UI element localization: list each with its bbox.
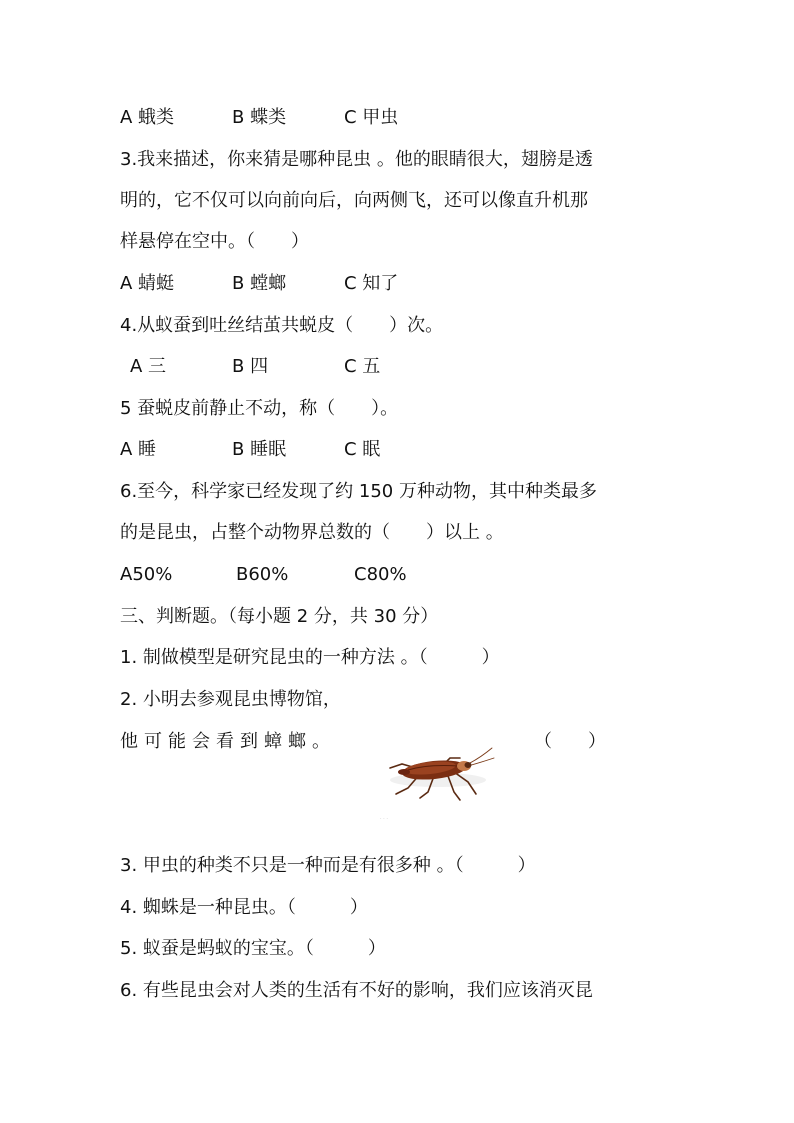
- q6-option-a: A50%: [120, 564, 173, 585]
- q3-line-2: 明的，它不仅可以向前向后，向两侧飞，还可以像直升机那: [120, 190, 588, 211]
- q3-option-c: C 知了: [344, 273, 399, 294]
- q2-option-a: A 蛾类: [120, 107, 175, 128]
- q5-option-b: B 睡眠: [232, 439, 287, 460]
- judge-item-3: 3. 甲虫的种类不只是一种而是有很多种 。（ ）: [120, 855, 536, 876]
- q6-option-c: C80%: [354, 564, 407, 585]
- cockroach-photo: [368, 728, 512, 826]
- q3-line-3: 样悬停在空中。（ ）: [120, 231, 309, 252]
- q5-text: 5 蚕蜕皮前静止不动，称（ ）。: [120, 398, 399, 419]
- q2-option-b: B 蝶类: [232, 107, 287, 128]
- q5-option-c: C 眠: [344, 439, 381, 460]
- judge-item-2-line-1: 2. 小明去参观昆虫博物馆，: [120, 689, 341, 710]
- q6-line-2: 的是昆虫，占整个动物界总数的（ ）以上 。: [120, 522, 504, 543]
- q5-option-a: A 睡: [120, 439, 157, 460]
- judge-item-2-blank: （ ）: [534, 731, 606, 752]
- section-3-heading: 三、判断题。（每小题 2 分，共 30 分）: [120, 606, 439, 627]
- judge-item-6: 6. 有些昆虫会对人类的生活有不好的影响，我们应该消灭昆: [120, 980, 593, 1001]
- q2-option-c: C 甲虫: [344, 107, 399, 128]
- q3-line-1: 3.我来描述，你来猜是哪种昆虫 。他的眼睛很大，翅膀是透: [120, 149, 593, 170]
- svg-text:· · ·: · · ·: [380, 816, 388, 822]
- q4-option-c: C 五: [344, 356, 381, 377]
- q4-option-a: A 三: [130, 356, 167, 377]
- judge-item-2-line-2: 他可能会看到蟑螂。: [120, 731, 336, 752]
- judge-item-1: 1. 制做模型是研究昆虫的一种方法 。（ ）: [120, 647, 500, 668]
- q4-text: 4.从蚁蚕到吐丝结茧共蜕皮（ ）次。: [120, 315, 444, 336]
- q3-option-b: B 螳螂: [232, 273, 287, 294]
- q3-option-a: A 蜻蜓: [120, 273, 175, 294]
- q6-option-b: B60%: [236, 564, 289, 585]
- judge-item-4: 4. 蜘蛛是一种昆虫。（ ）: [120, 897, 368, 918]
- q6-line-1: 6.至今，科学家已经发现了约 150 万种动物，其中种类最多: [120, 481, 597, 502]
- q4-option-b: B 四: [232, 356, 269, 377]
- judge-item-5: 5. 蚁蚕是蚂蚁的宝宝。（ ）: [120, 938, 386, 959]
